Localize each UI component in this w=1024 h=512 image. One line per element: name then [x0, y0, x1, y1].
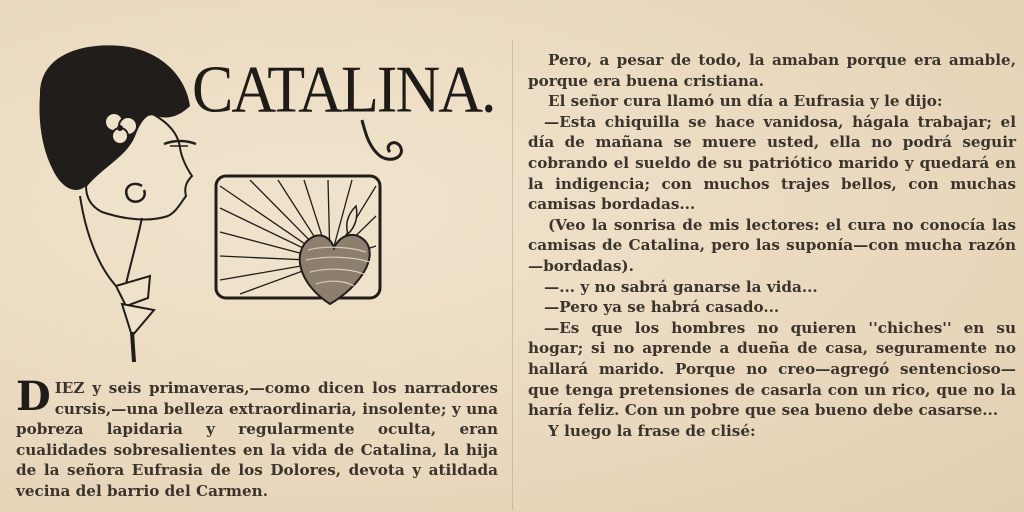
body-paragraph: (Veo la sonrisa de mis lectores: el cura no conocía las camisas de Catalina, pero las suponía—con mucha razón—bordadas).: [528, 215, 1016, 275]
drop-cap: D: [16, 373, 51, 420]
dialog-paragraph: —... y no sabrá ganarse la vida...: [544, 277, 818, 296]
woman-portrait-icon: [40, 45, 197, 362]
body-paragraph: Y luego la frase de clisé:: [548, 421, 756, 440]
dialog-paragraph: —Esta chiquilla se hace vanidosa, hágala trabajar; el día de mañana se muere usted, ella no podrá seguir cobrando el sueldo de su patriótico marido y quedará en la indigencia; con muchos trajes bellos, con muchas camisas bordadas...: [528, 112, 1016, 214]
article-title: CATALINA.: [192, 53, 495, 127]
sunburst-heart-icon: [216, 176, 380, 304]
intro-paragraph: IEZ y seis primaveras,—como dicen los narradores cursis,—una belleza extraordinaria, insolente; y una pobreza lapidaria y regularmente oculta, eran cualidades sobresalientes en la vida de Catalina, la hija de la señora Eufrasia de los Dolores, devota y atildada vecina del barrio del Carmen.: [16, 379, 498, 500]
body-paragraph: El señor cura llamó un día a Eufrasia y le dijo:: [548, 92, 943, 111]
article-body-right: [528, 50, 1016, 441]
column-divider: [512, 40, 513, 510]
dialog-paragraph: —Es que los hombres no quieren ''chiches'' en su hogar; si no aprende a dueña de casa, seguramente no hallará marido. Porque no creo—agregó sentencioso—que tenga pretensiones de casarla con un rico, que no la haría feliz. Con un pobre que sea bueno debe casarse...: [528, 318, 1016, 420]
dialog-paragraph: —Pero ya se habrá casado...: [544, 298, 780, 317]
article-intro: [16, 373, 498, 501]
body-paragraph: Pero, a pesar de todo, la amaban porque era amable, porque era buena cristiana.: [528, 51, 1016, 90]
